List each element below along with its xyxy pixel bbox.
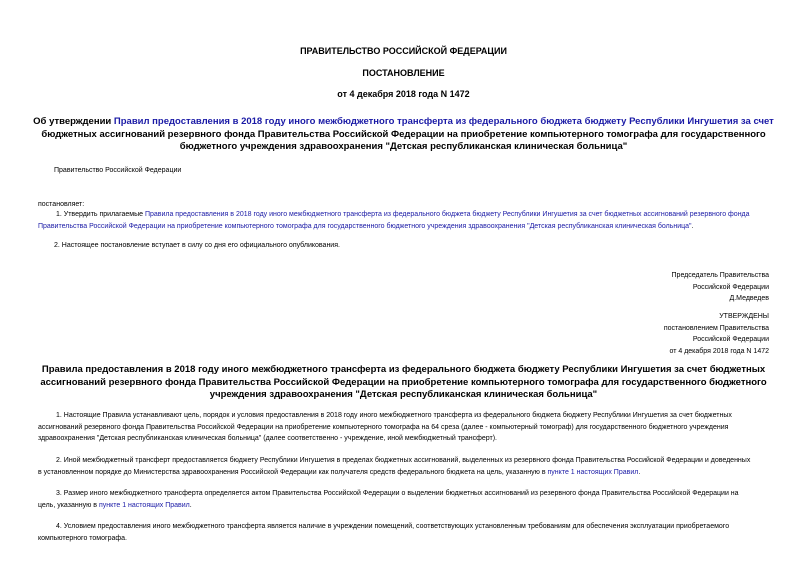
rule-paragraph-1 <box>38 410 768 445</box>
title-prefix: Об утверждении <box>33 116 114 127</box>
rule3-point1-link[interactable]: пункте 1 настоящих Правил <box>98 501 190 509</box>
rules-title-line-1: Правила предоставления в 2018 году иного межбюджетного трансферта из федерального бюджета бюджету Республики Ингушетия за счет бюджетных <box>41 364 766 375</box>
rule3-end: . <box>189 501 192 509</box>
rules-title-line-2: ассигнований резервного фонда Правительства Российской Федерации на приобретение компьютерного томографа для государственного бюджетного <box>40 376 767 388</box>
decree-word: постановляет: <box>38 201 85 208</box>
rule-paragraph-4 <box>38 521 768 544</box>
rule2-end: . <box>638 468 641 476</box>
rule3-line-2: цель, указанную в <box>38 501 99 509</box>
government-subject: Правительство Российской Федерации <box>54 167 182 174</box>
government-heading: ПРАВИТЕЛЬСТВО РОССИЙСКОЙ ФЕДЕРАЦИИ <box>300 46 507 56</box>
rule4-line-1: 4. Условием предоставления иного межбюджетного трансферта является наличие в учреждении помещений, соответствующих установленным требованиям для обеспечения эксплуатации приобретаемого <box>56 523 730 530</box>
title-rules-link[interactable]: Правил предоставления в 2018 году иного межбюджетного трансферта из федерального бюджета бюджету Республики Ингушетия за счет <box>113 116 774 127</box>
item1-prefix: 1. Утвердить прилагаемые <box>56 211 145 218</box>
rule1-line-2: ассигнований резервного фонда Правительства Российской Федерации на приобретение компьютерного томографа на 64 среза (далее - компьютерный томограф) для государственного бюджетного учреждения <box>38 423 729 431</box>
item1-end: . <box>691 222 694 230</box>
item-1 <box>38 209 768 232</box>
rule-paragraph-2 <box>38 455 768 478</box>
document-date: от 4 декабря 2018 года N 1472 <box>337 89 470 99</box>
rules-title-line-3: учреждения здравоохранения "Детская республиканская клиническая больница" <box>209 389 598 400</box>
rule2-line-2: в установленном порядке до Министерства здравоохранения Российской Федерации как получателя средств федерального бюджета на цель, указанную в <box>38 468 548 476</box>
rules-title <box>0 364 807 402</box>
rule3-line-1: 3. Размер иного межбюджетного трансферта определяется актом Правительства Российской Федерации о выделении бюджетных ассигнований из резервного фонда Правительства Российской Федерации на <box>56 490 739 497</box>
approved-country: Российской Федерации <box>692 336 769 343</box>
title-line-3: бюджетного учреждения здравоохранения "Детская республиканская клиническая больница" <box>179 141 628 152</box>
rule2-line-1: 2. Иной межбюджетный трансферт предоставляется бюджету Республики Ингушетия в пределах бюджетных ассигнований, выделенных из резервного фонда Правительства Российской Федерации и доведенных <box>56 457 751 464</box>
rule2-point1-link[interactable]: пункте 1 настоящих Правил <box>547 468 639 476</box>
approved-date: от 4 декабря 2018 года N 1472 <box>669 347 769 355</box>
approved-by: постановлением Правительства <box>663 324 769 332</box>
signature-name: Д.Медведев <box>729 295 769 302</box>
item-2: 2. Настоящее постановление вступает в силу со дня его официального опубликования. <box>54 242 340 249</box>
document-title <box>0 116 807 154</box>
signature-position: Председатель Правительства <box>671 272 769 279</box>
rule1-line-1: 1. Настоящие Правила устанавливают цель, порядок и условия предоставления в 2018 году иного межбюджетного трансферта из федерального бюджета бюджету Республики Ингушетия за счет бюджетных <box>56 412 732 419</box>
signature-block <box>672 270 769 305</box>
approved-block <box>664 311 769 357</box>
rule4-line-2: компьютерного томографа. <box>38 534 127 542</box>
item1-rules-link-b[interactable]: Правительства Российской Федерации на приобретение компьютерного томографа для государственного бюджетного учреждения здравоохранения "Детская республиканская клиническая больница" <box>38 222 692 230</box>
rule1-line-3: здравоохранения "Детская республиканская клиническая больница" (далее соответственно - учреждение, иной межбюджетный трансферт). <box>38 435 497 442</box>
item1-rules-link-a[interactable]: Правила предоставления в 2018 году иного межбюджетного трансферта из федерального бюджета бюджету Республики Ингушетия за счет бюджетных ассигнований резервного фонда <box>144 211 750 218</box>
title-line-2: бюджетных ассигнований резервного фонда Правительства Российской Федерации на приобретение компьютерного томографа для государственного <box>41 128 766 140</box>
approved-word: УТВЕРЖДЕНЫ <box>719 313 769 320</box>
document-type: ПОСТАНОВЛЕНИЕ <box>362 68 445 78</box>
signature-country: Российской Федерации <box>692 283 769 291</box>
rule-paragraph-3 <box>38 488 768 511</box>
